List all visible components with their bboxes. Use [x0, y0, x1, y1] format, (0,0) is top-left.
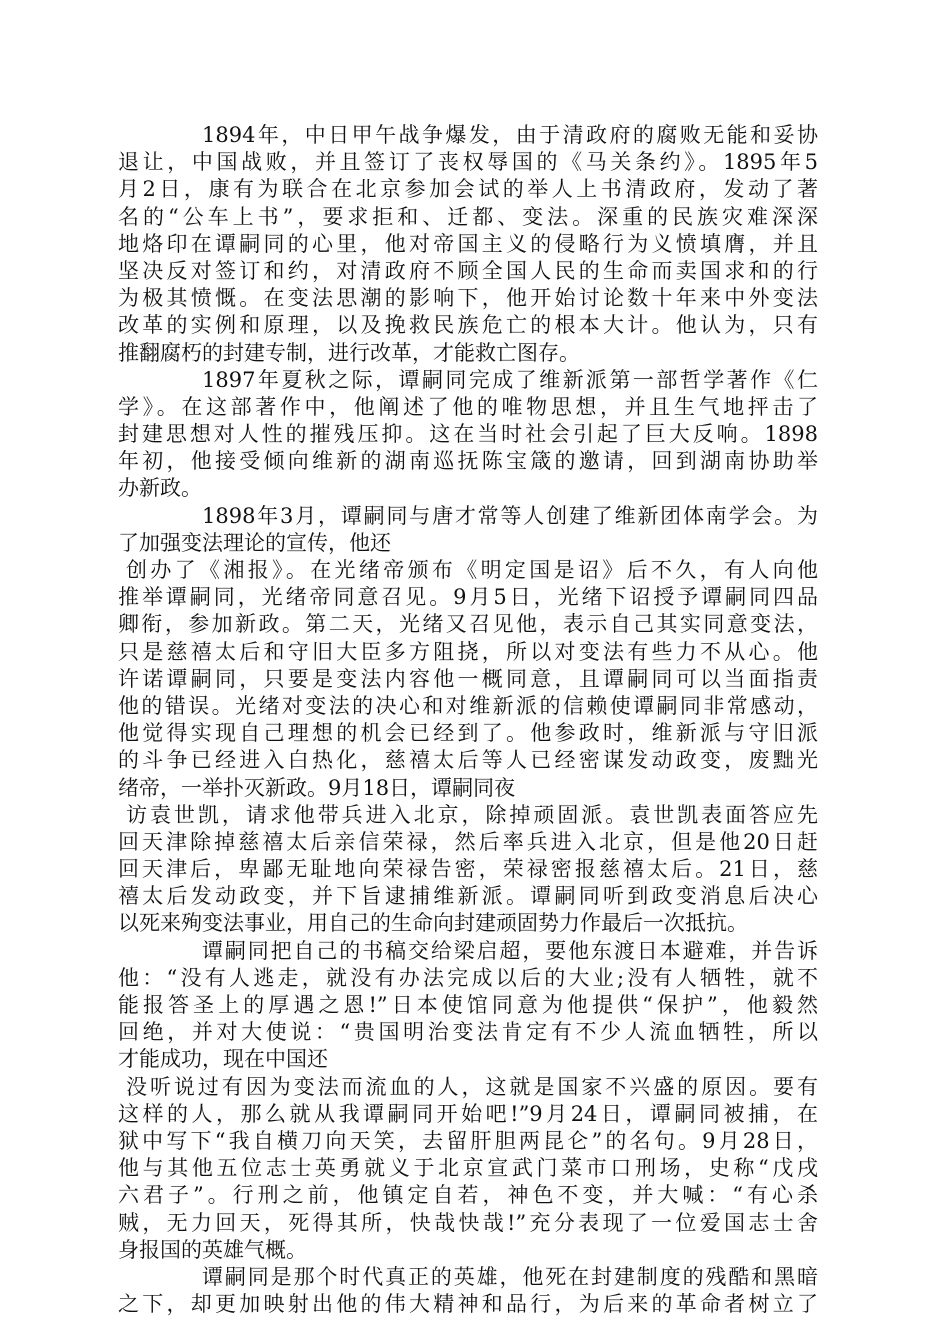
text-line: 狱中写下“我自横刀向天笑，去留肝胆两昆仑”的名句。9月28日， [118, 1128, 818, 1153]
text-line: 地烙印在谭嗣同的心里，他对帝国主义的侵略行为义愤填膺，并且 [118, 231, 818, 256]
text-line: 没听说过有因为变法而流血的人，这就是国家不兴盛的原因。要有 [126, 1074, 818, 1099]
text-line: 以死来殉变法事业，用自己的生命向封建顽固势力作最后一次抵抗。 [118, 911, 748, 936]
text-line: 名的“公车上书”，要求拒和、迁都、变法。深重的民族灾难深深 [118, 204, 818, 229]
text-line: 许诺谭嗣同，只要是变法内容他一概同意，且谭嗣同可以当面指责 [118, 666, 818, 691]
text-line: 六君子”。行刑之前，他镇定自若，神色不变，并大喊：“有心杀 [118, 1183, 818, 1208]
text-line: 贼，无力回天，死得其所，快哉快哉!”充分表现了一位爱国志士舍 [118, 1210, 818, 1235]
text-line: 回天津后，卑鄙无耻地向荣禄告密，荣禄密报慈禧太后。21日，慈 [118, 857, 818, 882]
text-line: 推翻腐朽的封建专制，进行改革，才能救亡图存。 [118, 340, 580, 365]
text-line: 年初，他接受倾向维新的湖南巡抚陈宝箴的邀请，回到湖南协助举 [118, 449, 818, 474]
text-line: 了加强变法理论的宣传，他还 [118, 530, 391, 555]
body-text [118, 122, 818, 1318]
text-line: 禧太后发动政变，并下旨逮捕维新派。谭嗣同听到政变消息后决心 [118, 884, 818, 909]
text-line: 他觉得实现自己理想的机会已经到了。他参政时，维新派与守旧派 [118, 721, 818, 746]
text-line: 他与其他五位志士英勇就义于北京宣武门菜市口刑场，史称“戊戌 [118, 1156, 818, 1181]
text-line: 月2日，康有为联合在北京参加会试的举人上书清政府，发动了著 [118, 177, 818, 202]
text-line: 他的错误。光绪对变法的决心和对维新派的信赖使谭嗣同非常感动， [118, 693, 818, 718]
text-line: 坚决反对签订和约，对清政府不顾全国人民的生命而卖国求和的行 [118, 258, 818, 283]
text-line: 为极其愤慨。在变法思潮的影响下，他开始讨论数十年来中外变法 [118, 286, 818, 311]
text-line: 之下，却更加映射出他的伟大精神和品行，为后来的革命者树立了 [118, 1292, 818, 1317]
text-line: 创办了《湘报》。在光绪帝颁布《明定国是诏》后不久，有人向他 [126, 558, 818, 582]
text-line: 办新政。 [118, 476, 202, 501]
text-line: 访袁世凯，请求他带兵进入北京，除掉顽固派。袁世凯表面答应先 [126, 802, 818, 827]
text-line: 卿衔，参加新政。第二天，光绪又召见他，表示自己其实同意变法， [118, 612, 818, 637]
text-line: 谭嗣同把自己的书稿交给梁启超，要他东渡日本避难，并告诉 [202, 938, 818, 963]
text-line: 推举谭嗣同，光绪帝同意召见。9月5日，光绪下诏授予谭嗣同四品 [118, 585, 818, 610]
text-line: 回绝，并对大使说：“贵国明治变法肯定有不少人流血牺牲，所以 [118, 1020, 818, 1045]
text-line: 只是慈禧太后和守旧大臣多方阻挠，所以对变法有些力不从心。他 [118, 639, 818, 664]
text-line: 改革的实例和原理，以及挽救民族危亡的根本大计。他认为，只有 [118, 313, 818, 338]
text-line: 学》。在这部著作中，他阐述了他的唯物思想，并且生气地抨击了 [118, 394, 818, 419]
text-line: 1894年，中日甲午战争爆发，由于清政府的腐败无能和妥协 [202, 123, 818, 147]
text-line: 回天津除掉慈禧太后亲信荣禄，然后率兵进入北京，但是他20日赶 [118, 829, 818, 854]
text-line: 的斗争已经进入白热化，慈禧太后等人已经密谋发动政变，废黜光 [118, 748, 818, 773]
text-line: 封建思想对人性的摧残压抑。这在当时社会引起了巨大反响。1898 [118, 422, 818, 447]
text-line: 能报答圣上的厚遇之恩!”日本使馆同意为他提供“保护”，他毅然 [118, 993, 818, 1017]
text-line: 这样的人，那么就从我谭嗣同开始吧!”9月24日，谭嗣同被捕，在 [118, 1101, 818, 1126]
text-line: 绪帝，一举扑灭新政。9月18日，谭嗣同夜 [118, 775, 516, 800]
text-line: 退让，中国战败，并且签订了丧权辱国的《马关条约》。1895年5 [118, 150, 818, 175]
text-line: 他：“没有人逃走，就没有办法完成以后的大业;没有人牺牲，就不 [118, 965, 818, 990]
text-line: 才能成功，现在中国还 [118, 1047, 328, 1072]
text-line: 身报国的英雄气概。 [118, 1237, 307, 1262]
text-line: 谭嗣同是那个时代真正的英雄，他死在封建制度的残酷和黑暗 [202, 1264, 818, 1289]
text-line: 1897年夏秋之际，谭嗣同完成了维新派第一部哲学著作《仁 [202, 367, 818, 392]
text-line: 1898年3月，谭嗣同与唐才常等人创建了维新团体南学会。为 [202, 503, 818, 528]
